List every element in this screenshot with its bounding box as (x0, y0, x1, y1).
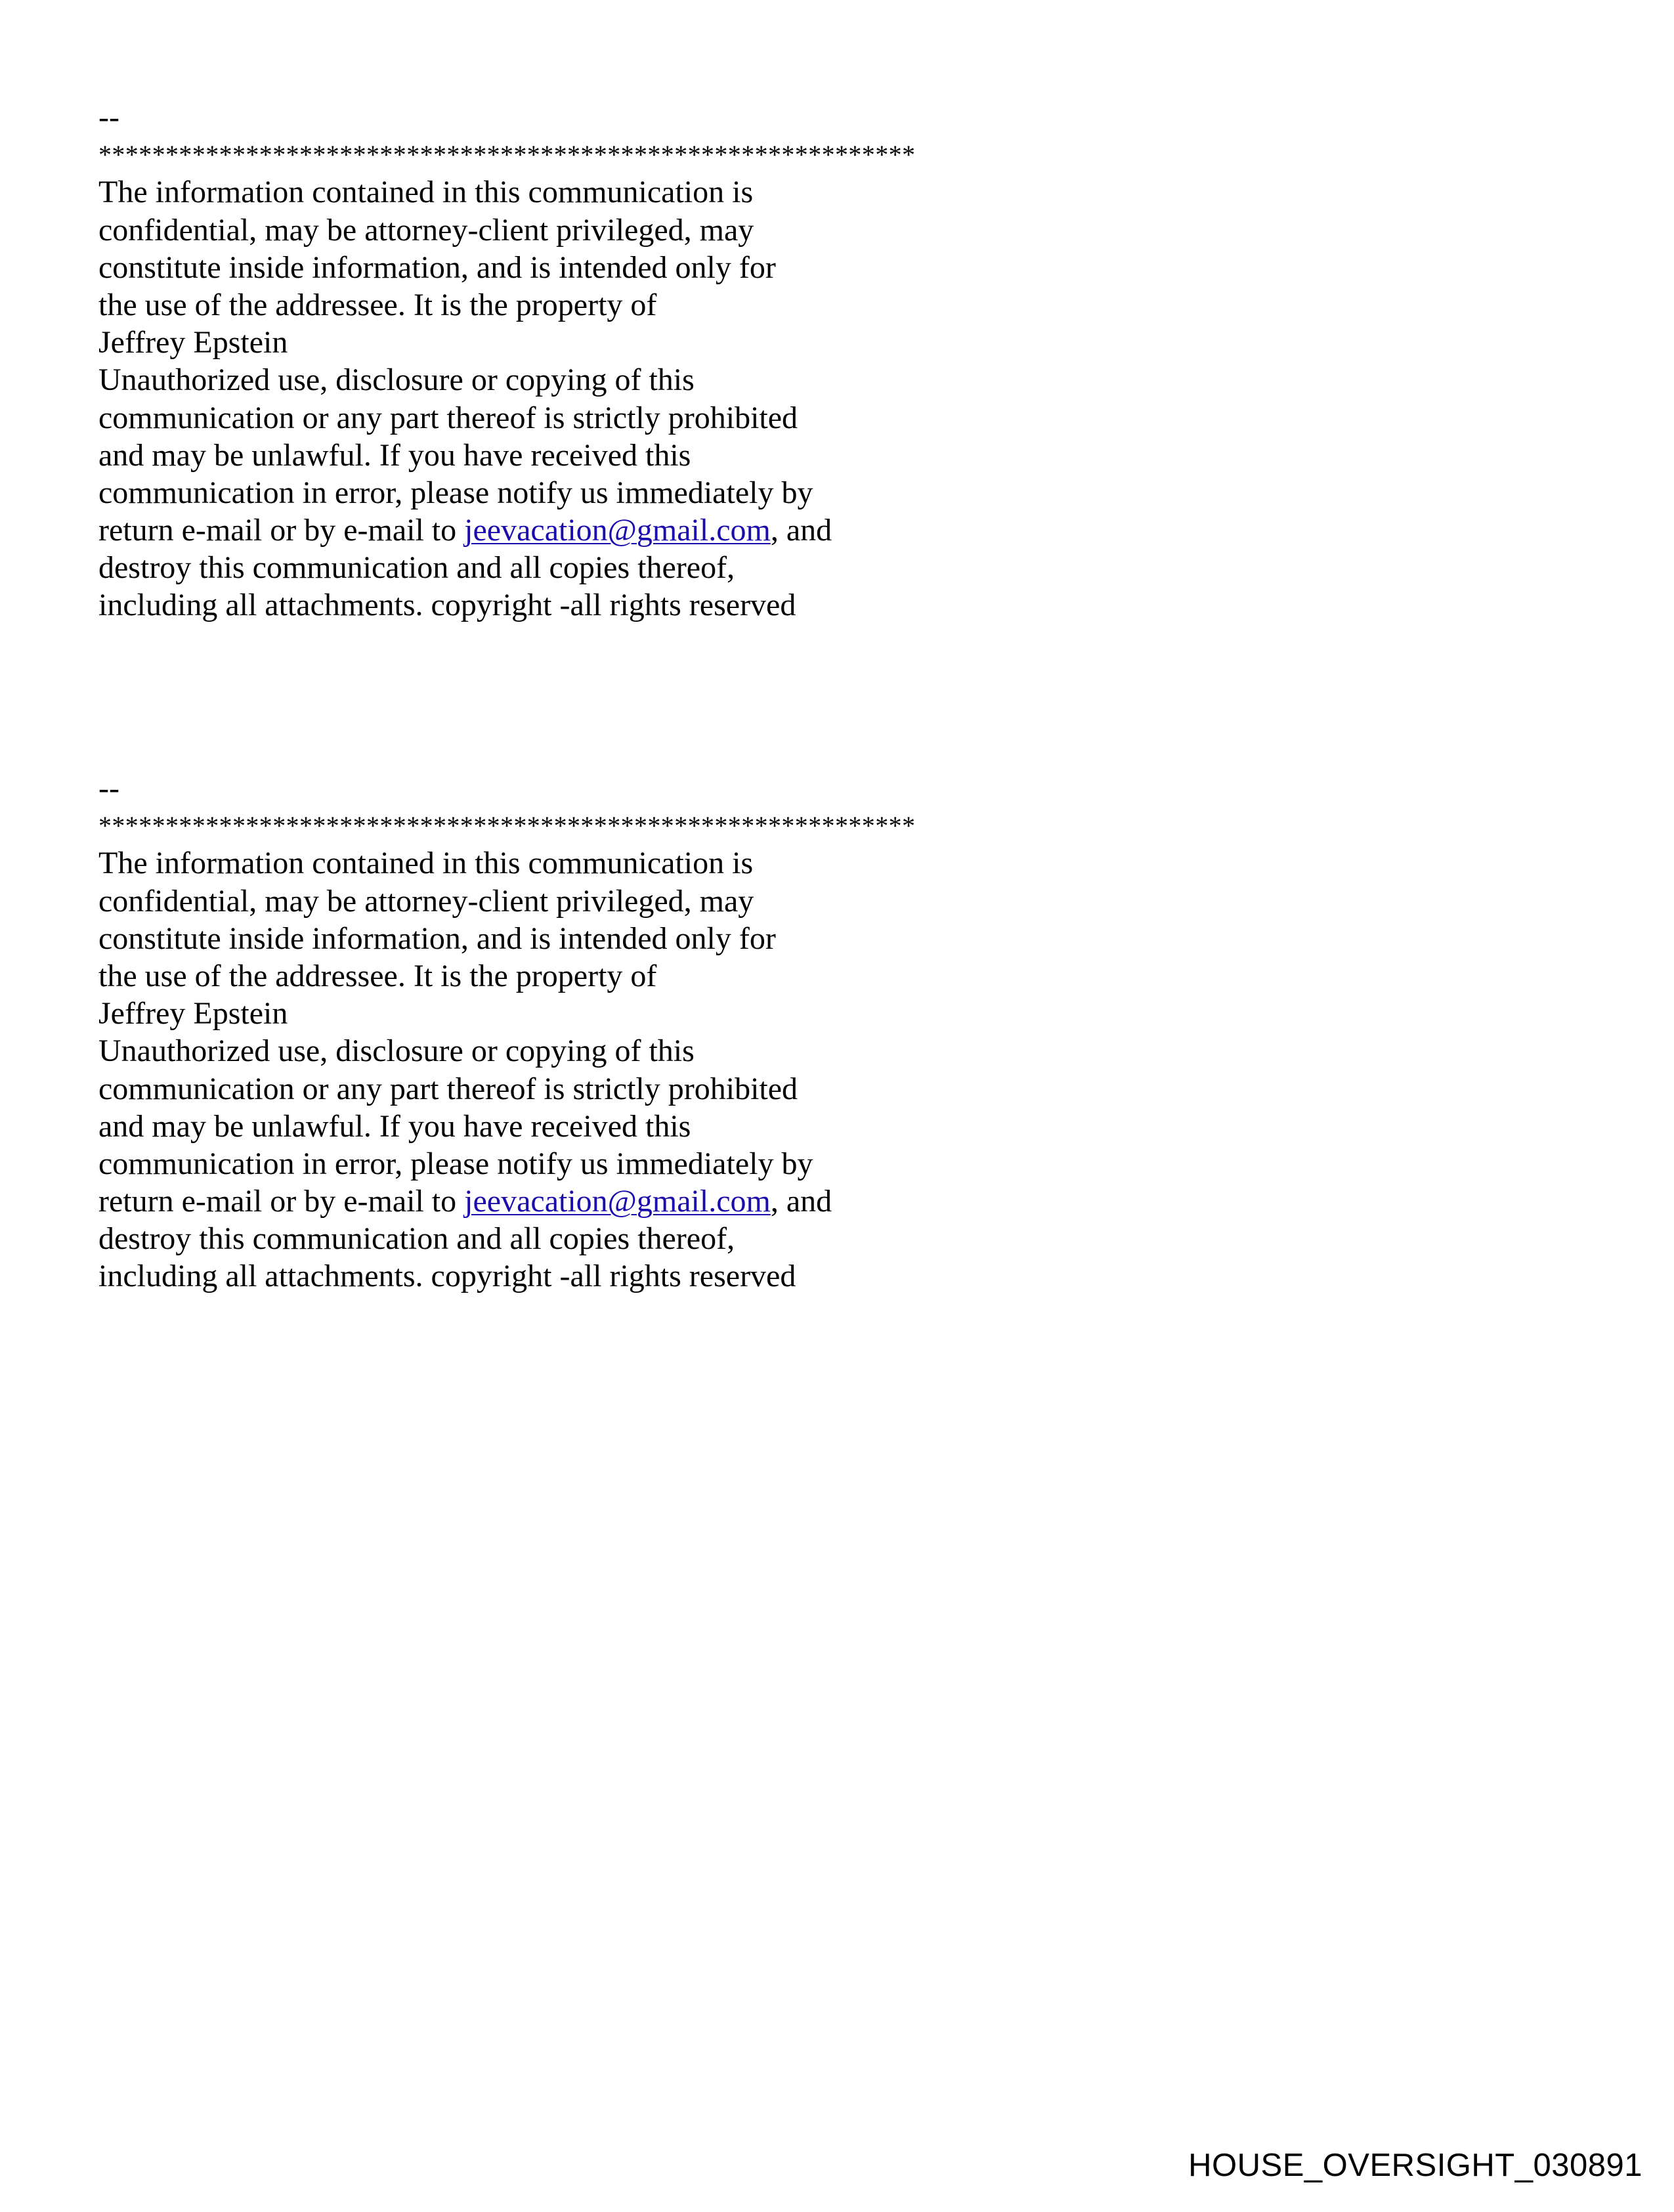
email-line-prefix: return e-mail or by e-mail to (98, 1184, 465, 1219)
notice-line: constitute inside information, and is intended only for (98, 921, 776, 956)
notice-line: the use of the addressee. It is the property of (98, 287, 657, 322)
notice-email-line (98, 511, 1346, 549)
email-link[interactable]: jeevacation@gmail.com (464, 513, 771, 548)
notice-line: constitute inside information, and is intended only for (98, 249, 776, 285)
asterisk-divider: ************************************************************* (98, 140, 916, 170)
confidentiality-notice-1 (98, 98, 1346, 624)
notice-line: and may be unlawful. If you have received this (98, 1108, 691, 1144)
notice-line: The information contained in this communication is (98, 846, 754, 881)
notice-line: Jeffrey Epstein (98, 325, 288, 360)
notice-line: communication or any part thereof is strictly prohibited (98, 400, 798, 435)
email-line-prefix: return e-mail or by e-mail to (98, 513, 465, 548)
confidentiality-notice-2 (98, 770, 1346, 1295)
notice-line: including all attachments. copyright -all rights reserved (98, 588, 796, 623)
notice-email-line (98, 1182, 1346, 1220)
notice-line: Unauthorized use, disclosure or copying of this (98, 1033, 695, 1069)
email-line-suffix: , and (770, 513, 832, 548)
notice-line: communication or any part thereof is strictly prohibited (98, 1071, 798, 1106)
notice-line: confidential, may be attorney-client privileged, may (98, 883, 754, 919)
notice-line: including all attachments. copyright -all rights reserved (98, 1259, 796, 1294)
signature-separator: -- (98, 771, 119, 806)
email-link[interactable]: jeevacation@gmail.com (464, 1184, 771, 1219)
notice-line: Jeffrey Epstein (98, 996, 288, 1031)
notice-line: destroy this communication and all copies thereof, (98, 550, 735, 586)
asterisk-divider: ************************************************************* (98, 811, 916, 841)
notice-line: confidential, may be attorney-client privileged, may (98, 212, 754, 248)
notice-line: destroy this communication and all copies thereof, (98, 1221, 735, 1257)
notice-line: The information contained in this communication is (98, 175, 754, 210)
notice-line: communication in error, please notify us immediately by (98, 475, 813, 510)
notice-line: the use of the addressee. It is the property of (98, 958, 657, 993)
notice-line: and may be unlawful. If you have received this (98, 437, 691, 473)
notice-line: Unauthorized use, disclosure or copying of this (98, 362, 695, 398)
bates-number: HOUSE_OVERSIGHT_030891 (1188, 2148, 1642, 2183)
email-line-suffix: , and (770, 1184, 832, 1219)
signature-separator: -- (98, 100, 119, 135)
notice-line: communication in error, please notify us immediately by (98, 1146, 813, 1181)
